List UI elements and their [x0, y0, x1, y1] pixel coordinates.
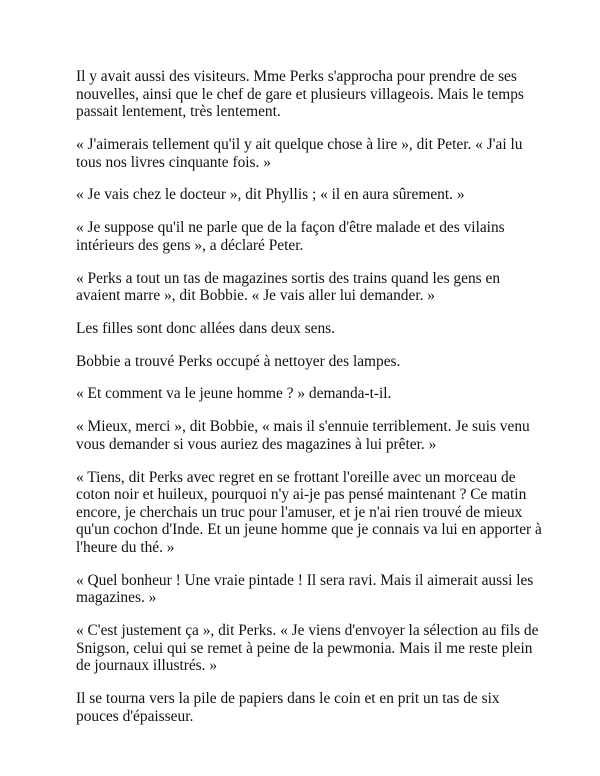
paragraph-10: « Tiens, dit Perks avec regret en se frottant l'oreille avec un morceau de coton noir et huileux, pourquoi n'y ai-je pas pensé maintenant ? Ce matin encore, je cherchais un truc pour l'amuser, et je n'ai rien trouvé de mieux qu'un cochon d'Inde. Et un jeune homme que je connais va lui en apporter à l'heure du thé. » — [76, 468, 542, 556]
paragraph-9: « Mieux, merci », dit Bobbie, « mais il s'ennuie terriblement. Je suis venu vous demander si vous auriez des magazines à lui prêter. » — [76, 418, 530, 453]
paragraph-13: Il se tourna vers la pile de papiers dans le coin et en prit un tas de six pouces d'épaisseur. — [76, 690, 500, 725]
paragraph-5: « Perks a tout un tas de magazines sortis des trains quand les gens en avaient marre », dit Bobbie. « Je vais aller lui demander. » — [76, 269, 501, 305]
paragraph-1: Il y avait aussi des visiteurs. Mme Perks s'approcha pour prendre de ses nouvelles, ainsi que le chef de gare et plusieurs villageois. Mais le temps passait lentement, très lentement. — [76, 68, 524, 121]
paragraph-7: Bobbie a trouvé Perks occupé à nettoyer des lampes. — [76, 352, 401, 370]
document-page — [76, 68, 544, 740]
paragraph-12: « C'est justement ça », dit Perks. « Je viens d'envoyer la sélection au fils de Snigson, celui qui se remet à peine de la pewmonia. Mais il me reste plein de journaux illustrés. » — [76, 622, 539, 675]
paragraph-3: « Je vais chez le docteur », dit Phyllis ; « il en aura sûrement. » — [76, 186, 465, 204]
paragraph-4: « Je suppose qu'il ne parle que de la façon d'être malade et des vilains intérieurs des gens », a déclaré Peter. — [76, 219, 505, 254]
paragraph-2: « J'aimerais tellement qu'il y ait quelque chose à lire », dit Peter. « J'ai lu tous nos livres cinquante fois. » — [76, 135, 523, 171]
paragraph-6: Les filles sont donc allées dans deux sens. — [76, 319, 336, 337]
paragraph-8: « Et comment va le jeune homme ? » demanda-t-il. — [76, 385, 392, 403]
paragraph-11: « Quel bonheur ! Une vraie pintade ! Il sera ravi. Mais il aimerait aussi les magazines. » — [76, 571, 534, 607]
